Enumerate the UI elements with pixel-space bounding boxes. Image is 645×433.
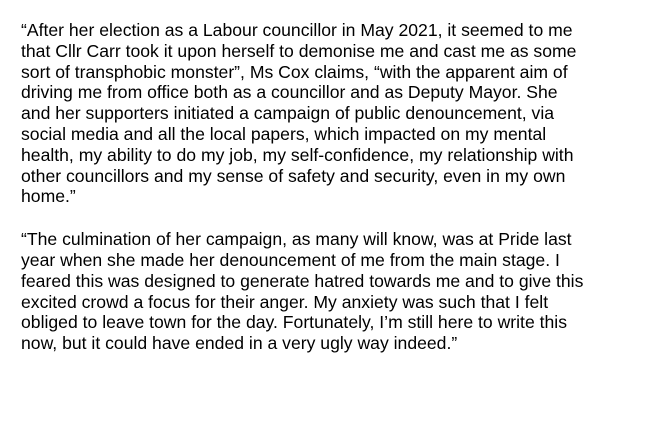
text-line: sort of transphobic monster”, Ms Cox claims, “with the apparent aim of <box>21 61 568 82</box>
quote-paragraph-2 <box>21 229 641 354</box>
text-line: year when she made her denouncement of me from the main stage. I <box>21 249 560 270</box>
text-line: driving me from office both as a councillor and as Deputy Mayor. She <box>21 82 558 103</box>
text-line: home.” <box>21 186 76 207</box>
text-line: and her supporters initiated a campaign of public denouncement, via <box>21 103 555 124</box>
text-line: feared this was designed to generate hatred towards me and to give this <box>21 270 584 291</box>
text-line: health, my ability to do my job, my self-confidence, my relationship with <box>21 144 574 165</box>
document-body <box>21 20 641 354</box>
text-line: obliged to leave town for the day. Fortunately, I’m still here to write this <box>21 312 567 333</box>
text-line: that Cllr Carr took it upon herself to demonise me and cast me as some <box>21 40 577 61</box>
text-line: excited crowd a focus for their anger. My anxiety was such that I felt <box>21 291 549 312</box>
text-line: other councillors and my sense of safety and security, even in my own <box>21 165 566 186</box>
text-line: social media and all the local papers, which impacted on my mental <box>21 123 547 144</box>
text-line: now, but it could have ended in a very ugly way indeed.” <box>21 333 458 354</box>
text-line: “The culmination of her campaign, as many will know, was at Pride last <box>21 229 572 250</box>
text-line: “After her election as a Labour councillor in May 2021, it seemed to me <box>21 20 573 40</box>
quote-paragraph-1 <box>21 20 641 207</box>
